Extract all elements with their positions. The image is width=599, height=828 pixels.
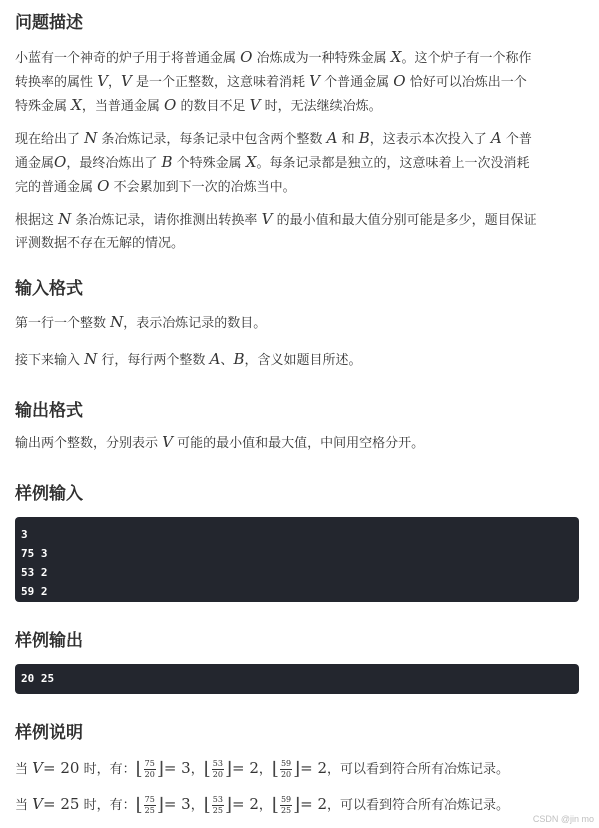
math-var: V <box>32 795 43 813</box>
math-eq: = 2 <box>232 795 259 813</box>
text: 当 <box>15 762 29 777</box>
math-var: A <box>490 129 502 147</box>
text: ， <box>258 762 272 777</box>
math-eq: = 2 <box>232 759 259 777</box>
desc-line <box>15 175 532 199</box>
heading-description: 问题描述 <box>15 13 83 33</box>
text: 恰好可以冶炼出一个 <box>409 75 527 90</box>
heading-sample-input: 样例输入 <box>15 484 83 504</box>
text: 和 <box>341 132 355 147</box>
floor-right: ⌋ <box>156 794 164 816</box>
desc-line <box>15 94 531 118</box>
floor-left: ⌊ <box>203 794 211 816</box>
desc-line <box>15 127 532 151</box>
fraction <box>144 759 156 780</box>
math-eq: = 25 <box>43 795 80 813</box>
code-line: 3 <box>21 528 28 541</box>
floor-right: ⌋ <box>293 758 301 780</box>
math-var: X <box>71 96 82 114</box>
desc-line <box>15 46 531 70</box>
text: 输出两个整数，分别表示 <box>15 436 159 451</box>
math-var: V <box>97 72 108 90</box>
text: 行，每行两个整数 <box>101 353 206 368</box>
description-paragraph-2 <box>15 127 532 199</box>
fraction <box>280 795 292 816</box>
math-eq: = 2 <box>300 795 328 813</box>
math-var: V <box>121 72 132 90</box>
numerator: 75 <box>144 795 155 804</box>
math-var: N <box>58 210 72 228</box>
text: 个普通金属 <box>324 75 390 90</box>
desc-line <box>15 208 537 232</box>
code-line: 59 2 <box>21 585 48 598</box>
text: 是一个正整数，这意味着消耗 <box>136 75 306 90</box>
text: 条冶炼记录，每条记录中包含两个整数 <box>101 132 323 147</box>
watermark: CSDN @jin mo <box>532 814 594 824</box>
numerator: 53 <box>212 795 223 804</box>
heading-sample-output: 样例输出 <box>15 631 83 651</box>
denominator: 25 <box>212 806 223 815</box>
text: 现在给出了 <box>15 132 81 147</box>
math-var: X <box>245 153 257 171</box>
code-line: 53 2 <box>21 566 48 579</box>
math-var: V <box>32 759 43 777</box>
math-var: O <box>393 72 406 90</box>
text: 冶炼成为一种特殊金属 <box>256 51 387 66</box>
floor-right: ⌋ <box>156 758 164 780</box>
text: 。这个炉子有一个称作 <box>401 51 532 66</box>
math-var: B <box>161 153 173 171</box>
text: 当 <box>15 798 29 813</box>
text: 个普 <box>505 132 532 147</box>
floor-left: ⌊ <box>271 758 279 780</box>
denominator: 25 <box>144 806 155 815</box>
text: 转换率的属性 <box>15 75 94 90</box>
text: 时，有： <box>83 798 136 813</box>
text: 评测数据不存在无解的情况。 <box>15 236 185 251</box>
math-var: O <box>240 48 253 66</box>
text: 、 <box>220 353 234 368</box>
text: 根据这 <box>15 213 55 228</box>
code-line: 20 25 <box>21 672 55 685</box>
fraction <box>212 795 224 816</box>
text: 的最小值和最大值分别可能是多少，题目保证 <box>276 213 537 228</box>
numerator: 59 <box>280 795 292 804</box>
text: 时，有： <box>83 762 136 777</box>
description-paragraph-1 <box>15 46 531 118</box>
floor-right: ⌋ <box>224 758 232 780</box>
text: 的数目不足 <box>180 99 246 114</box>
desc-line <box>15 232 537 255</box>
text: 可能的最小值和最大值，中间用空格分开。 <box>177 436 425 451</box>
floor-left: ⌊ <box>203 758 211 780</box>
text: 小蓝有一个神奇的炉子用于将普通金属 <box>15 51 237 66</box>
text: 完的普通金属 <box>15 180 94 195</box>
text: ，表示冶炼记录的数目。 <box>123 316 267 331</box>
math-var: B <box>233 350 245 368</box>
math-var: V <box>261 210 273 228</box>
text: 条冶炼记录，请你推测出转换率 <box>75 213 258 228</box>
math-var: A <box>209 350 221 368</box>
fraction <box>144 795 156 816</box>
math-var: O <box>164 96 177 114</box>
text: ，可以看到符合所有冶炼记录。 <box>327 798 510 813</box>
input-format-line-2 <box>15 348 361 372</box>
math-var: V <box>249 96 261 114</box>
text: 第一行一个整数 <box>15 316 107 331</box>
numerator: 53 <box>212 759 223 768</box>
input-format-line-1 <box>15 311 266 335</box>
sample-input-code-block <box>15 517 579 602</box>
text: ，这表示本次投入了 <box>369 132 487 147</box>
math-eq: = 3 <box>163 759 191 777</box>
math-eq: = 20 <box>43 759 80 777</box>
fraction <box>212 759 224 780</box>
floor-left: ⌊ <box>135 758 143 780</box>
code-line: 75 3 <box>21 547 48 560</box>
numerator: 59 <box>280 759 292 768</box>
floor-left: ⌊ <box>271 794 279 816</box>
explanation-line-1 <box>15 753 509 785</box>
heading-input-format: 输入格式 <box>15 279 83 299</box>
text: 。每条记录都是独立的，这意味着上一次没消耗 <box>256 156 530 171</box>
math-var: O <box>97 177 110 195</box>
text: 通金属 <box>15 156 55 171</box>
math-var: N <box>110 313 124 331</box>
denominator: 25 <box>280 806 292 815</box>
desc-line <box>15 70 531 94</box>
desc-line <box>15 151 532 175</box>
math-var: O <box>54 153 67 171</box>
math-eq: = 3 <box>163 795 191 813</box>
explanation-line-2 <box>15 789 509 821</box>
floor-left: ⌊ <box>135 794 143 816</box>
text: 时，无法继续冶炼。 <box>264 99 382 114</box>
text: ， <box>258 798 272 813</box>
fraction <box>280 759 292 780</box>
denominator: 20 <box>144 770 155 779</box>
heading-output-format: 输出格式 <box>15 401 83 421</box>
sample-output-code-block <box>15 664 579 694</box>
output-format-line <box>15 431 424 455</box>
text: 个特殊金属 <box>176 156 242 171</box>
text: ，含义如题目所述。 <box>244 353 362 368</box>
text: 接下来输入 <box>15 353 81 368</box>
numerator: 75 <box>144 759 155 768</box>
math-var: B <box>358 129 370 147</box>
denominator: 20 <box>280 770 292 779</box>
math-var: V <box>162 433 173 451</box>
math-eq: = 2 <box>300 759 328 777</box>
math-var: N <box>84 350 98 368</box>
text: ，可以看到符合所有冶炼记录。 <box>327 762 510 777</box>
math-var: X <box>390 48 402 66</box>
heading-sample-explanation: 样例说明 <box>15 723 83 743</box>
floor-right: ⌋ <box>224 794 232 816</box>
description-paragraph-3 <box>15 208 537 255</box>
text: ， <box>190 762 204 777</box>
text: ，当普通金属 <box>81 99 160 114</box>
math-var: N <box>84 129 98 147</box>
text: 不会累加到下一次的冶炼当中。 <box>113 180 296 195</box>
text: ， <box>190 798 204 813</box>
text: ， <box>108 75 122 90</box>
math-var: A <box>326 129 338 147</box>
text: ，最终冶炼出了 <box>66 156 158 171</box>
denominator: 20 <box>212 770 223 779</box>
math-var: V <box>309 72 320 90</box>
text: 特殊金属 <box>15 99 68 114</box>
floor-right: ⌋ <box>293 794 301 816</box>
